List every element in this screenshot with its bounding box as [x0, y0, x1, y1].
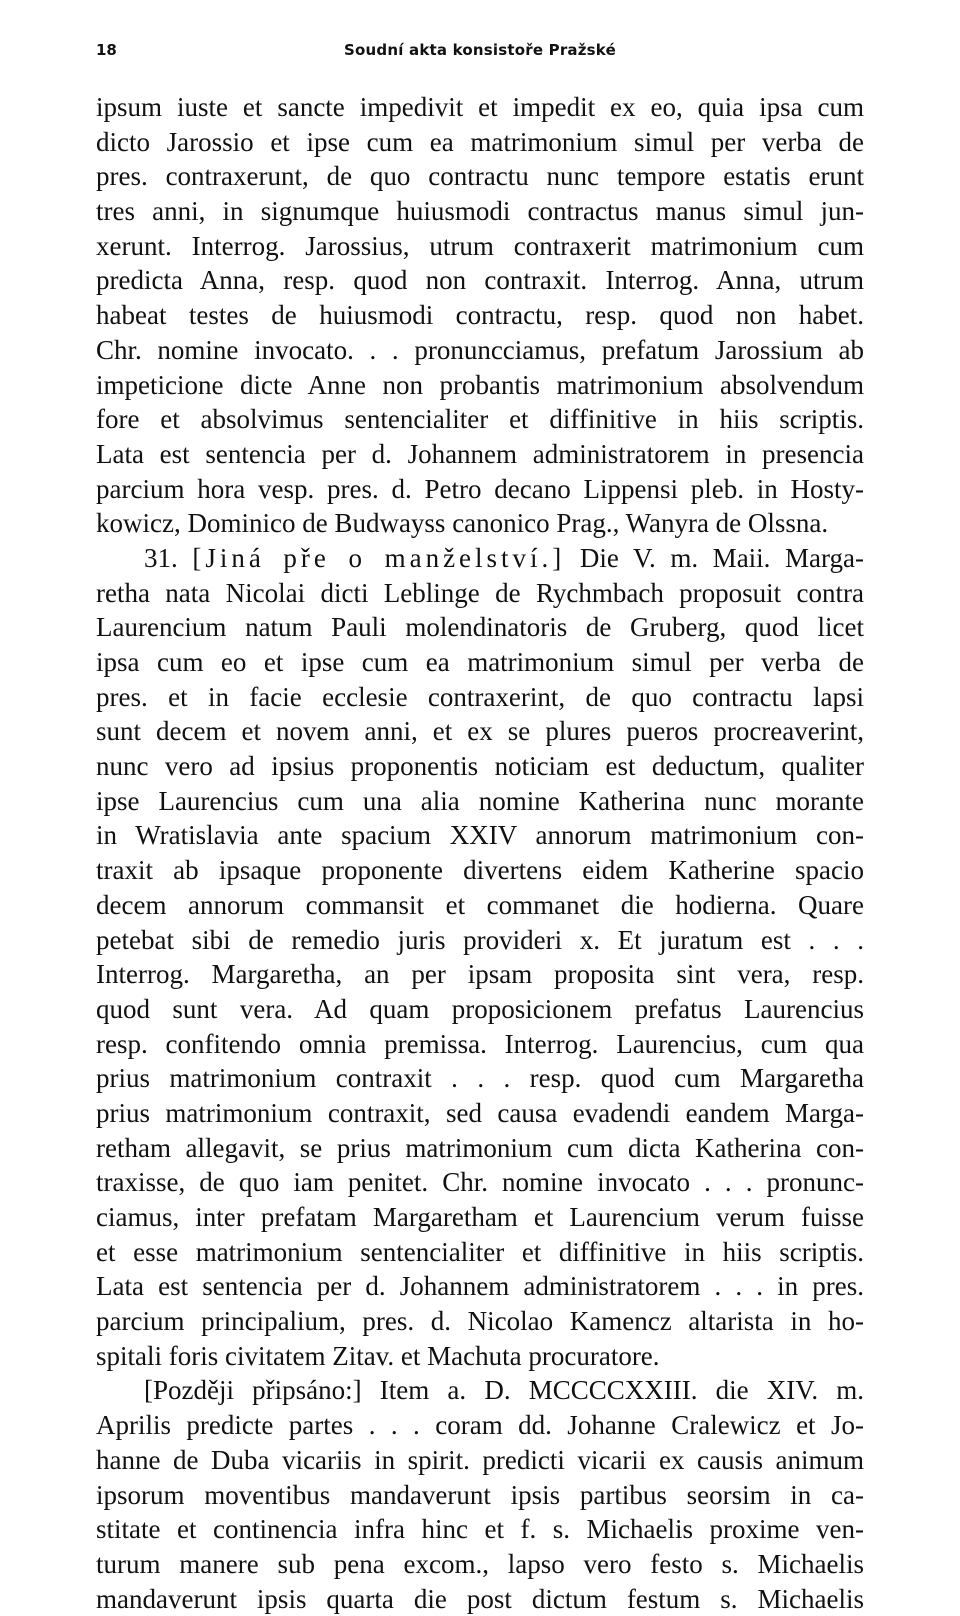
text-line: pres. contraxerunt, de quo contractu nunc tempore estatis erunt [96, 161, 864, 192]
running-title: Soudní akta konsistoře Pražské [344, 41, 616, 59]
page-number: 18 [96, 41, 117, 59]
text-line: retham allegavit, se prius matrimonium cum dicta Katherina con- [96, 1132, 864, 1163]
text-line: Interrog. Margaretha, an per ipsam proposita sint vera, resp. [96, 959, 864, 990]
text-line: et esse matrimonium sentencialiter et diffinitive in hiis scriptis. [96, 1236, 864, 1267]
text-line: hanne de Duba vicariis in spirit. predicti vicarii ex causis animum [96, 1444, 864, 1475]
text-line: tres anni, in signumque huiusmodi contractus manus simul jun- [96, 196, 864, 227]
text-line: in Wratislavia ante spacium XXIV annorum matrimonium con- [96, 820, 864, 851]
text-line: pres. et in facie ecclesie contraxerint, de quo contractu lapsi [96, 681, 864, 712]
text-line: xerunt. Interrog. Jarossius, utrum contraxerit matrimonium cum [96, 230, 864, 261]
text-line: nunc vero ad ipsius proponentis noticiam est deductum, qualiter [96, 751, 864, 782]
section-start-line [96, 541, 864, 576]
text-line: Lata est sentencia per d. Johannem administratorem . . . in pres. [96, 1271, 864, 1302]
section-heading: [Jiná pře o manželství.] [192, 542, 566, 573]
text-line: retha nata Nicolai dicti Leblinge de Rychmbach proposuit contra [96, 577, 864, 608]
text-line: stitate et continencia infra hinc et f. s. Michaelis proxime ven- [96, 1514, 864, 1545]
text-line: predicta Anna, resp. quod non contraxit. Interrog. Anna, utrum [96, 265, 864, 296]
text-line: mandaverunt ipsis quarta die post dictum festum s. Michaelis [96, 1583, 864, 1614]
text-line: ipsa cum eo et ipse cum ea matrimonium simul per verba de [96, 647, 864, 677]
text-line: Aprilis predicte partes . . . coram dd. Johanne Cralewicz et Jo- [96, 1410, 864, 1441]
text-line: ciamus, inter prefatam Margaretham et Laurencium verum fuisse [96, 1202, 864, 1232]
text-line: Lata est sentencia per d. Johannem administratorem in presencia [96, 438, 864, 469]
text-line: parcium principalium, pres. d. Nicolao Kamencz altarista in ho- [96, 1306, 864, 1337]
text-line: sunt decem et novem anni, et ex se plures pueros procreaverint, [96, 716, 864, 747]
text-line: [Později připsáno:] Item a. D. MCCCCXXIII. die XIV. m. [144, 1375, 864, 1406]
text-line: fore et absolvimus sentencialiter et diffinitive in hiis scriptis. [96, 404, 864, 435]
text-line: kowicz, Dominico de Budwayss canonico Prag., Wanyra de Olssna. [96, 508, 829, 539]
section-date: Die V. m. Maii. [579, 542, 771, 573]
text-line: spitali foris civitatem Zitav. et Machuta procuratore. [96, 1340, 660, 1371]
body-text [96, 90, 864, 1616]
text-line: turum manere sub pena excom., lapso vero festo s. Michaelis [96, 1548, 864, 1579]
text-line: parcium hora vesp. pres. d. Petro decano Lippensi pleb. in Hosty- [96, 473, 864, 504]
text-line: habeat testes de huiusmodi contractu, resp. quod non habet. [96, 300, 864, 331]
text-line: prius matrimonium contraxit, sed causa evadendi eandem Marga- [96, 1097, 864, 1128]
text-line: Chr. nomine invocato. . . pronuncciamus, prefatum Jarossium ab [96, 334, 864, 365]
text-line: ipsum iuste et sancte impedivit et impedit ex eo, quia ipsa cum [96, 92, 864, 122]
text-fragment: Marga- [785, 542, 864, 573]
text-line: Laurencium natum Pauli molendinatoris de Gruberg, quod licet [96, 612, 864, 643]
text-line: traxisse, de quo iam penitet. Chr. nomine invocato . . . pronunc- [96, 1167, 864, 1198]
text-line: ipsorum moventibus mandaverunt ipsis partibus seorsim in ca- [96, 1479, 864, 1510]
text-line: petebat sibi de remedio juris provideri x. Et juratum est . . . [96, 924, 864, 955]
text-line: decem annorum commansit et commanet die hodierna. Quare [96, 889, 864, 920]
text-line: quod sunt vera. Ad quam proposicionem prefatus Laurencius [96, 993, 864, 1024]
running-head [96, 38, 864, 62]
text-line: prius matrimonium contraxit . . . resp. quod cum Margaretha [96, 1063, 864, 1094]
text-line: dicto Jarossio et ipse cum ea matrimonium simul per verba de [96, 126, 864, 157]
section-number: 31. [144, 542, 178, 573]
text-line: resp. confitendo omnia premissa. Interrog. Laurencius, cum qua [96, 1028, 864, 1059]
text-line: traxit ab ipsaque proponente divertens eidem Katherine spacio [96, 855, 864, 886]
text-line: ipse Laurencius cum una alia nomine Katherina nunc morante [96, 785, 864, 816]
text-line: impeticione dicte Anne non probantis matrimonium absolvendum [96, 369, 864, 400]
